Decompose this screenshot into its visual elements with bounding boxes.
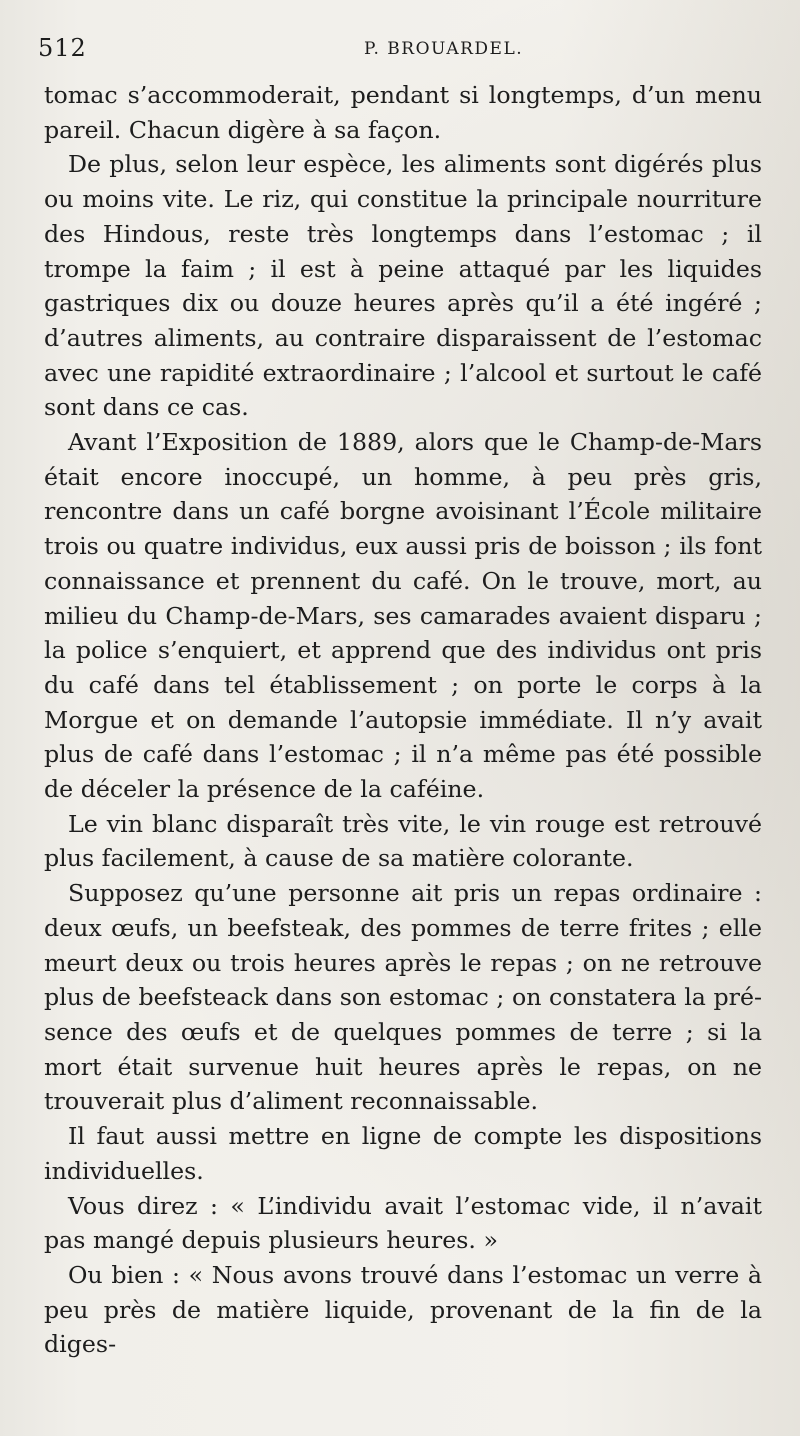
paragraph-ordinary-meal: Supposez qu’une personne ait pris un repas ordinaire : deux œufs, un beefsteak, des pommes de terre frites ; elle meurt deux ou trois heures après le repas ; on ne retrouve plus de beefsteack dans son estomac ; on constatera la présence des œufs et de quelques pommes de terre ; si la mort était survenue huit heures après le repas, on ne trouverait plus d’aliment reconnaissable. — [44, 879, 762, 1116]
body-text — [44, 78, 762, 1362]
running-head — [38, 34, 768, 68]
running-title: P. BROUARDEL. — [364, 39, 524, 59]
paragraph-liquid-matter: Ou bien : « Nous avons trouvé dans l’estomac un verre à peu près de matière liquide, provenant de la fin de la diges- — [44, 1260, 762, 1359]
paragraph-wine: Le vin blanc disparaît très vite, le vin rouge est retrouvé plus facilement, à cause de sa matière colorante. — [44, 809, 762, 873]
paragraph-individual-dispositions: Il faut aussi mettre en ligne de compte les dispositions individuelles. — [44, 1122, 762, 1185]
paragraph-empty-stomach: Vous direz : « L’individu avait l’estomac vide, il n’avait pas mangé depuis plusieurs heures. » — [44, 1191, 762, 1255]
page-number: 512 — [38, 34, 87, 62]
paragraph-digestion-speed: De plus, selon leur espèce, les aliments sont digérés plus ou moins vite. Le riz, qui constitue la principale nourriture des Hindous, reste très longtemps dans l’estomac ; il trompe la faim ; il est à peine attaqué par les liquides gastriques dix ou douze heures après qu’il a été ingéré ; d’autres aliments, au contraire disparaissent de l’estomac avec une rapidité extraordinaire ; l’alcool et surtout le café sont dans ce cas. — [44, 150, 762, 422]
paragraph-exposition-case: Avant l’Exposition de 1889, alors que le Champ-de-Mars était encore inoccupé, un homme, à peu près gris, rencontre dans un café borgne avoisinant l’École militaire trois ou quatre individus, eux aussi pris de boisson ; ils font connaissance et prennent du café. On le trouve, mort, au milieu du Champ-de-Mars, ses camarades avaient disparu ; la police s’enquiert, et apprend que des individus ont pris du café dans tel établissement ; on porte le corps à la Morgue et on demande l’autopsie immédiate. Il n’y avait plus de café dans l’estomac ; il n’a même pas été possible de déceler la présence de la caféine. — [44, 428, 762, 804]
paragraph-continuation: tomac s’accommoderait, pendant si longtemps, d’un menu pareil. Chacun digère à sa façon. — [44, 81, 762, 144]
